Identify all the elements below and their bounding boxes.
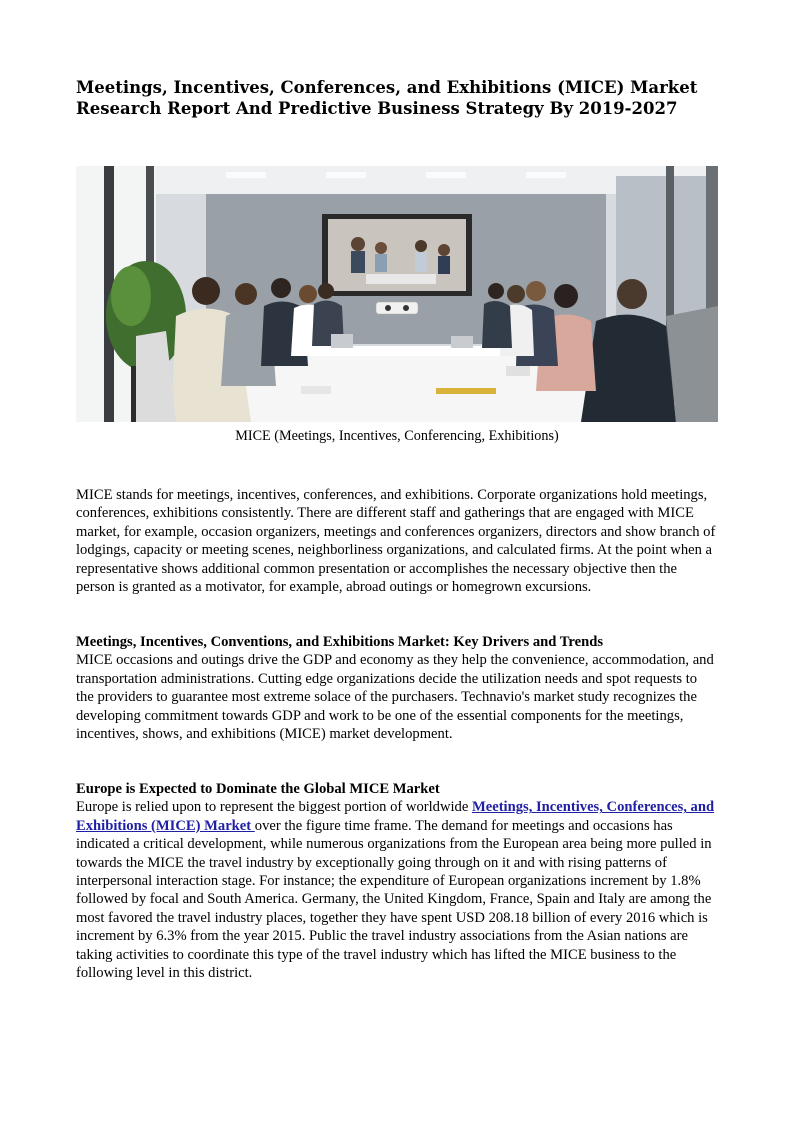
- section-europe: [76, 780, 716, 982]
- intro-paragraph: MICE stands for meetings, incentives, conferences, and exhibitions. Corporate organizations hold meetings, conferences, exhibitions consistently. There are different staff and gatherings that are engaged with MICE market, for example, occasion organizers, meetings and conferences organizers, directors and show branch of lodgings, capacity or meeting scenes, neighborliness organizations, and calculated firms. At the point when a representative shows additional common presentation or accomplishes the necessary objective then the person is granted as a motivator, for example, abroad outings or homegrown excursions.: [76, 487, 716, 596]
- section-body-before-link: Europe is relied upon to represent the biggest portion of worldwide: [76, 799, 472, 816]
- page-title: Meetings, Incentives, Conferences, and Exhibitions (MICE) Market Research Report And Predictive Business Strategy By 2019-2027: [76, 78, 698, 118]
- section-heading: Meetings, Incentives, Conventions, and Exhibitions Market: Key Drivers and Trends: [76, 634, 604, 650]
- conference-room-photo: [76, 166, 718, 422]
- section-body: MICE occasions and outings drive the GDP and economy as they help the convenience, accommodation, and transportation administrations. Cutting edge organizations decide the utilization needs and spot requests to the providers to guarantee most extreme solace of the purchasers. Technavio's market study recognizes the developing commitment towards GDP and work to be one of the essential components for the meetings, incentives, shows, and exhibitions (MICE) market development.: [76, 652, 714, 743]
- figure-caption: MICE (Meetings, Incentives, Conferencing, Exhibitions): [235, 428, 559, 444]
- section-key-drivers: [76, 633, 716, 743]
- section-heading: Europe is Expected to Dominate the Global MICE Market: [76, 781, 440, 797]
- mice-market-link[interactable]: Meetings, Incentives, Conferences, and Exhibitions (MICE) Market: [76, 799, 715, 834]
- section-body-after-link: over the figure time frame. The demand for meetings and occasions has indicated a critical development, while numerous organizations from the European area being more pulled in towards the MICE the travel industry by exceptionally going through on it and with rising patterns of interpersonal interaction stage. For instance; the expenditure of European organizations increment by 1.8% followed by focal and South America. Germany, the United Kingdom, France, Spain and Italy are among the most favored the travel industry places, together they have spent USD 208.18 billion of every 2016 which is increment by 6.3% from the year 2015. Public the travel industry associations from the Asian nations are taking activities to coordinate this type of the travel industry which has lifted the MICE business to the following level in this district.: [76, 817, 712, 982]
